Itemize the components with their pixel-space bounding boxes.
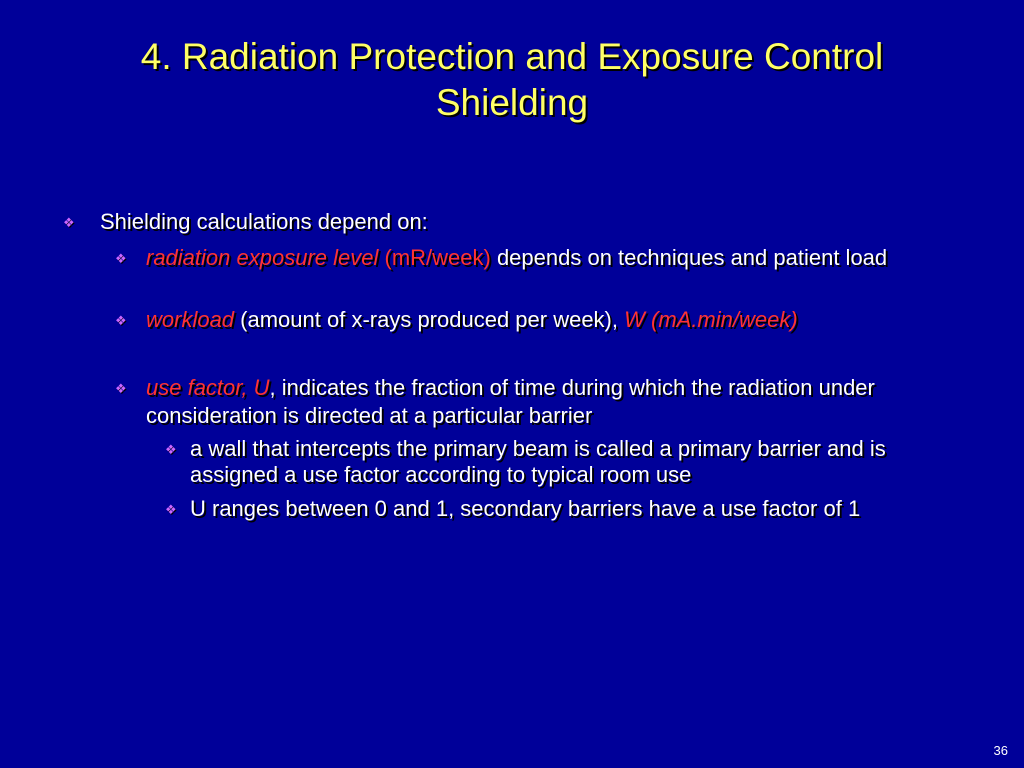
sub-bullet-text: (amount of x-rays produced per week),: [234, 307, 625, 332]
sub-bullet-text: depends on techniques and patient load: [490, 245, 888, 270]
sub-sub-bullet-text: U ranges between 0 and 1, secondary barriers have a use factor of 1: [190, 496, 861, 521]
sub-sub-bullet-u-range: [165, 496, 962, 522]
diamond-bullet-icon: ❖: [165, 442, 177, 457]
term-workload: workload: [146, 307, 235, 332]
diamond-bullet-icon: ❖: [115, 313, 127, 328]
term-w-unit: W (mA.min/week): [624, 307, 798, 332]
title-line-1: 4. Radiation Protection and Exposure Control: [140, 36, 884, 77]
sub-sub-bullet-text: a wall that intercepts the primary beam is called a primary barrier and is assigned a use factor according to typical room use: [190, 436, 886, 487]
sub-bullet-text: , indicates the fraction of time during which the radiation under consideration is directed at a particular barrier: [146, 375, 875, 428]
bullet-text: Shielding calculations depend on:: [100, 209, 428, 234]
diamond-bullet-icon: ❖: [115, 251, 127, 266]
sub-bullet-use-factor: [115, 374, 936, 430]
sub-bullet-workload: [115, 306, 958, 334]
term-radiation-exposure-level: radiation exposure level: [146, 245, 379, 270]
bullet-shielding-calculations: [63, 208, 940, 236]
slide-number: 36: [993, 743, 1008, 758]
title-line-2: Shielding: [435, 82, 589, 123]
slide-title: [0, 34, 1024, 126]
term-use-factor: use factor, U: [146, 375, 270, 400]
diamond-bullet-icon: ❖: [63, 215, 75, 230]
diamond-bullet-icon: ❖: [115, 381, 127, 396]
diamond-bullet-icon: ❖: [165, 502, 177, 517]
sub-bullet-exposure-level: [115, 244, 958, 272]
unit-mr-week: (mR/week): [378, 245, 491, 270]
sub-sub-bullet-primary-barrier: [165, 436, 962, 488]
